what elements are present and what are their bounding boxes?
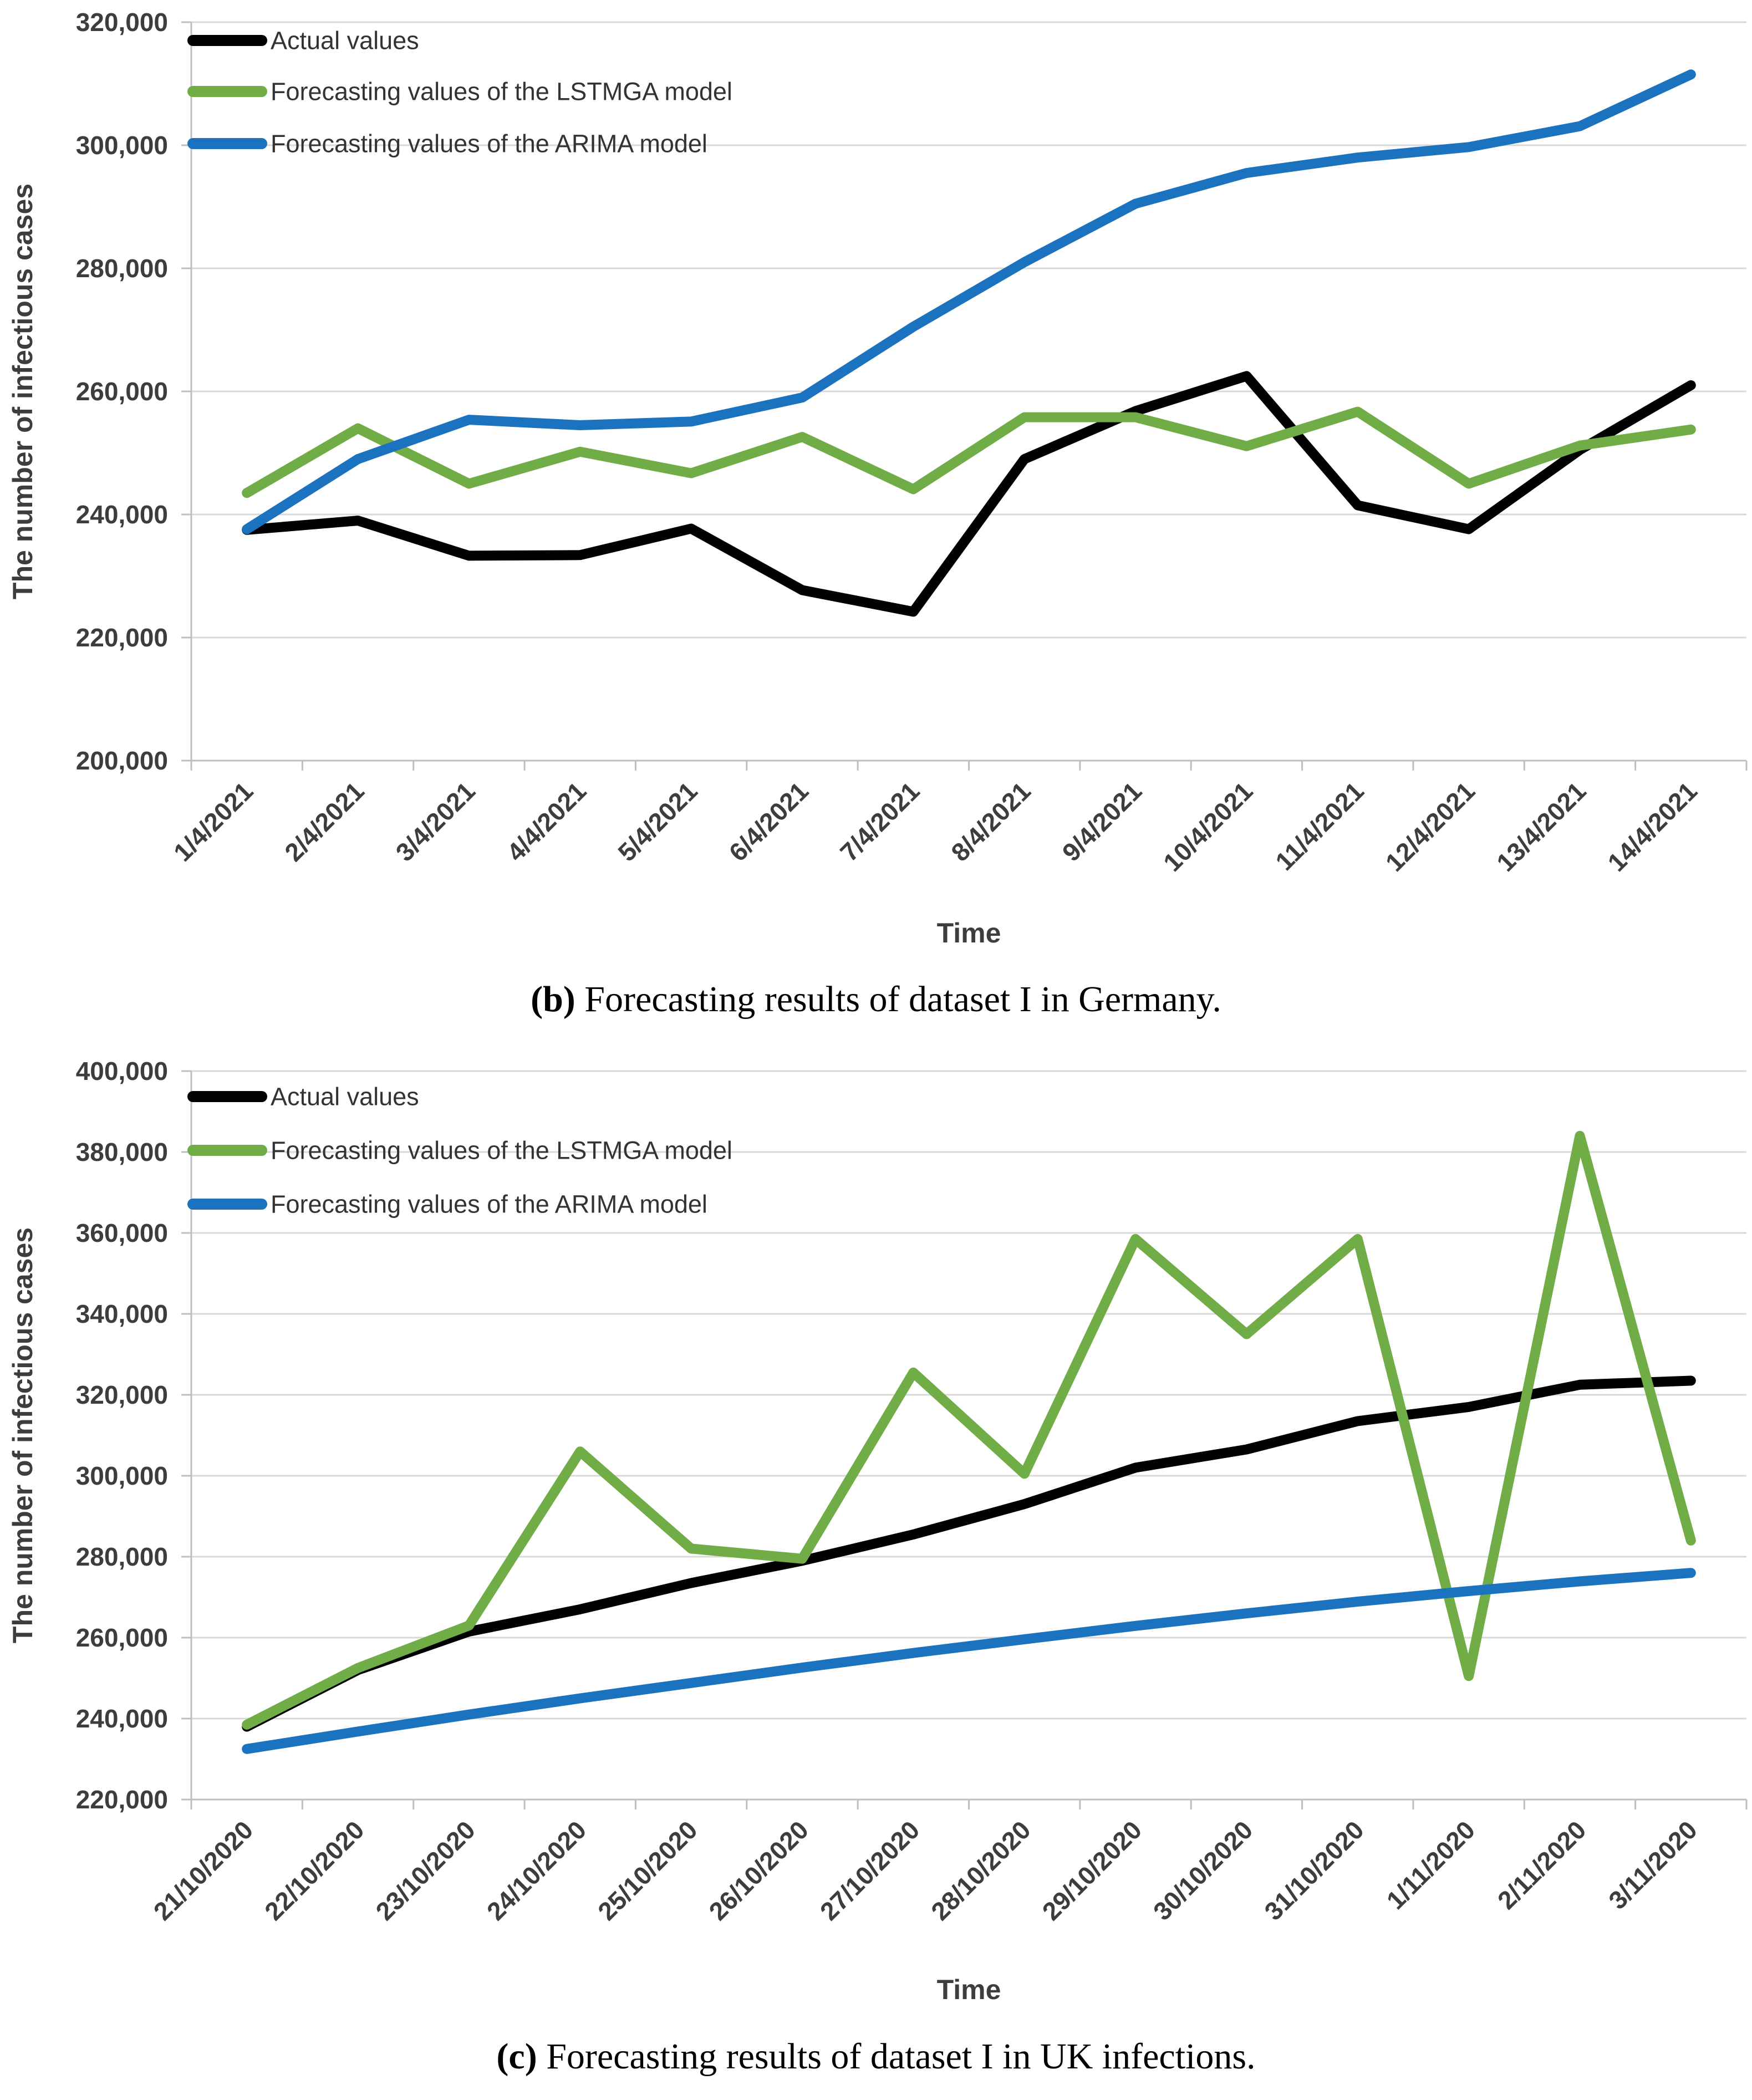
y-tick-label: 320,000: [75, 1380, 168, 1409]
x-tick-label: 12/4/2021: [1379, 776, 1481, 877]
x-tick-label: 9/4/2021: [1056, 776, 1148, 867]
y-tick-label: 320,000: [75, 8, 168, 37]
y-tick-label: 360,000: [75, 1219, 168, 1247]
x-tick-label: 4/4/2021: [501, 776, 592, 867]
caption-c: [0, 2036, 1752, 2078]
x-tick-label: 1/11/2020: [1381, 1815, 1481, 1915]
caption-c-label: (c): [496, 2036, 537, 2077]
y-tick-label: 220,000: [75, 1785, 168, 1814]
x-tick-label: 3/11/2020: [1603, 1815, 1703, 1915]
y-tick-label: 400,000: [75, 1057, 168, 1085]
x-tick-label: 25/10/2020: [592, 1815, 703, 1926]
x-axis-title: Time: [936, 1974, 1001, 2005]
y-tick-label: 300,000: [75, 131, 168, 160]
y-tick-label: 220,000: [75, 623, 168, 652]
caption-b-label: (b): [531, 979, 575, 1020]
x-tick-label: 5/4/2021: [612, 776, 703, 867]
y-tick-label: 240,000: [75, 500, 168, 529]
legend-label-1: Forecasting values of the LSTMGA model: [271, 1136, 732, 1165]
y-tick-label: 300,000: [75, 1461, 168, 1490]
y-axis-title: The number of infectious cases: [7, 183, 38, 600]
series-line-0: [247, 376, 1691, 611]
caption-c-gap: [537, 2036, 547, 2077]
x-tick-label: 23/10/2020: [370, 1815, 481, 1926]
x-tick-label: 2/4/2021: [279, 776, 370, 867]
series-line-0: [247, 1381, 1691, 1727]
y-tick-label: 280,000: [75, 254, 168, 283]
caption-b: [0, 978, 1752, 1021]
legend-label-2: Forecasting values of the ARIMA model: [271, 1190, 707, 1219]
x-tick-label: 27/10/2020: [814, 1815, 925, 1926]
y-tick-label: 280,000: [75, 1542, 168, 1571]
y-tick-label: 240,000: [75, 1704, 168, 1733]
x-tick-label: 2/11/2020: [1491, 1815, 1592, 1915]
x-tick-label: 31/10/2020: [1259, 1815, 1369, 1926]
x-axis-title: Time: [936, 918, 1001, 949]
x-tick-label: 8/4/2021: [945, 776, 1036, 867]
x-tick-label: 6/4/2021: [723, 776, 814, 867]
x-tick-label: 26/10/2020: [703, 1815, 814, 1926]
x-tick-label: 30/10/2020: [1147, 1815, 1259, 1926]
y-tick-label: 200,000: [75, 746, 168, 775]
x-tick-label: 14/4/2021: [1602, 776, 1703, 877]
germany-line-chart: [0, 0, 1752, 976]
legend-label-0: Actual values: [271, 26, 419, 55]
x-tick-label: 11/4/2021: [1270, 776, 1369, 876]
legend-label-1: Forecasting values of the LSTMGA model: [271, 77, 732, 106]
x-tick-label: 22/10/2020: [259, 1815, 370, 1926]
y-tick-label: 260,000: [75, 377, 168, 406]
legend-label-0: Actual values: [271, 1082, 419, 1111]
x-tick-label: 7/4/2021: [834, 776, 925, 867]
x-tick-label: 24/10/2020: [481, 1815, 592, 1926]
uk-line-chart: [0, 1042, 1752, 2100]
legend-label-2: Forecasting values of the ARIMA model: [271, 129, 707, 158]
caption-c-text: Forecasting results of dataset I in UK infections.: [546, 2036, 1256, 2077]
x-tick-label: 21/10/2020: [147, 1815, 259, 1926]
x-tick-label: 28/10/2020: [925, 1815, 1036, 1926]
x-tick-label: 29/10/2020: [1036, 1815, 1148, 1926]
caption-b-text: Forecasting results of dataset I in Germany.: [584, 979, 1221, 1020]
y-tick-label: 340,000: [75, 1299, 168, 1328]
x-tick-label: 13/4/2021: [1491, 776, 1592, 877]
x-tick-label: 10/4/2021: [1157, 776, 1259, 877]
y-axis-title: The number of infectious cases: [7, 1227, 38, 1644]
y-tick-label: 380,000: [75, 1138, 168, 1166]
y-tick-label: 260,000: [75, 1623, 168, 1652]
caption-b-gap: [575, 979, 585, 1020]
x-tick-label: 3/4/2021: [390, 776, 481, 867]
x-tick-label: 1/4/2021: [167, 776, 259, 867]
